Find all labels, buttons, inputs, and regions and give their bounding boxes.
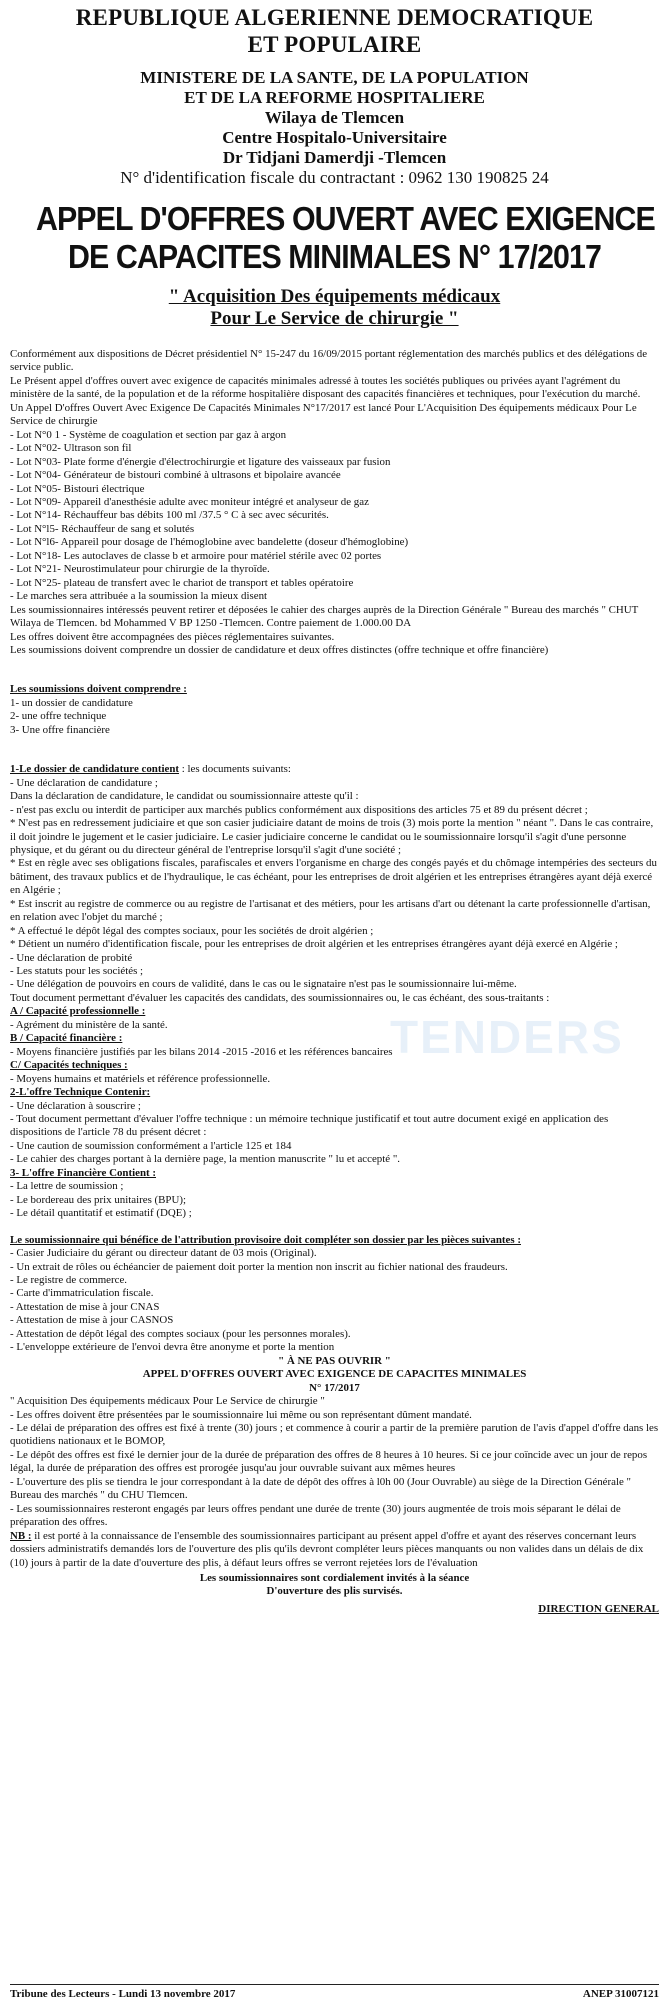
list-item: - Une délégation de pouvoirs en cours de validité, dans le cas ou le signataire n'est pas le soumissionnaire lui-même. [10, 978, 517, 991]
section-heading: B / Capacité financière : [10, 1032, 123, 1045]
list-item: Dans la déclaration de candidature, le candidat ou soumissionnaire atteste qu'il : [10, 790, 359, 803]
lot-item: - Lot N°l5- Réchauffeur de sang et solutés [10, 522, 195, 535]
envelope-mention [10, 1355, 659, 1395]
list-item: 1- un dossier de candidature [10, 696, 133, 709]
list-item: - Les statuts pour les sociétés ; [10, 965, 144, 978]
watermark: TENDERS [390, 1011, 624, 1063]
section-heading: 2-L'offre Technique Contenir: [10, 1086, 151, 1099]
title-line-1: APPEL D'OFFRES OUVERT AVEC EXIGENCE [35, 200, 655, 237]
wilaya: Wilaya de Tlemcen [264, 108, 405, 127]
list-item: 3- Une offre financière [10, 723, 110, 736]
list-item: * Détient un numéro d'identification fiscale, pour les entreprises de droit algérien et les entreprises étrangères ayant déjà exercé en Algérie ; [10, 938, 618, 951]
subtitle-line-1: " Acquisition Des équipements médicaux [168, 286, 501, 307]
list-item: * Est inscrit au registre de commerce ou au registre de l'artisanat et des métiers, pour les artisans d'art ou détenant la carte professionnelle d'artisan, en relation avec l'objet du marché ; [10, 897, 651, 924]
paragraph: Les offres doivent être accompagnées des pièces réglementaires suivantes. [10, 630, 335, 643]
list-item: - Le bordereau des prix unitaires (BPU); [10, 1193, 187, 1206]
list-item: Tout document permettant d'évaluer les capacités des candidats, des soumissionnaires ou, le cas échéant, des sous-traitants : [10, 991, 550, 1004]
lot-item: - Lot N°04- Générateur de bistouri combiné à ultrasons et bipolaire avancée [10, 469, 341, 482]
envelope-line-1: " À NE PAS OUVRIR " [278, 1354, 391, 1367]
lot-item: - Lot N°03- Plate forme d'énergie d'électrochirurgie et ligature des vaisseaux par fusion [10, 455, 391, 468]
lot-item: - Lot N°25- plateau de transfert avec le chariot de transport et tables opératoire [10, 576, 354, 589]
list-item: - Le détail quantitatif et estimatif (DQE) ; [10, 1207, 192, 1220]
lot-item: - Lot N°02- Ultrason son fil [10, 442, 132, 455]
lot-item: - Lot N°14- Réchauffeur bas débits 100 ml /37.5 ° C à sec avec sécurités. [10, 509, 329, 522]
section-heading: 3- L'offre Financière Contient : [10, 1166, 156, 1179]
section-heading: 1-Le dossier de candidature contient [10, 763, 180, 776]
invitation-line-1: Les soumissionnaires sont cordialement invités à la séance [199, 1571, 470, 1584]
ministry-line-2: ET DE LA REFORME HOSPITALIERE [184, 88, 485, 107]
paragraph: Les soumissions doivent comprendre un dossier de candidature et deux offres distinctes (offre technique et offre financière) [10, 643, 549, 656]
list-item: - Attestation de dépôt légal des comptes sociaux (pour les personnes morales). [10, 1327, 351, 1340]
dossier-heading-row [10, 763, 659, 776]
nb-text: il est porté à la connaissance de l'ensemble des soumissionnaires participant au présent appel d'offre et ayant des réserves concernant leurs dossiers administratifs demandés lors de l'ouverture des plis qu'ils devront compléter leurs pièces manquants ou non valides dans un délais de dix (10) jours à partir de la date d'ouverture des plis, à défaut leurs offres se verront rejetées lors de l'évaluation [10, 1529, 644, 1569]
list-item: - La lettre de soumission ; [10, 1180, 124, 1193]
tender-notice [10, 0, 659, 1616]
lot-item: - Lot N°09- Appareil d'anesthésie adulte avec moniteur intégré et analyseur de gaz [10, 495, 369, 508]
list-item: * N'est pas en redressement judiciaire et que son casier judiciaire datant de moins de trois (3) mois porte la mention " néant ". Dans le cas contraire, il doit joindre le jugement et le casier judiciaire. Le casier judiciaire concerne le candidat ou le soumissionnaire lorsqu'il s'agit d'une personne physique, et du gérant ou du directeur général de l'entreprise lorsqu'il s'agit d'une société ; [10, 817, 654, 856]
intro-paragraph: Conformément aux dispositions de Décret présidentiel N° 15-247 du 16/09/2015 portant réglementation des marchés publics et des délégations de service public. [10, 348, 648, 374]
list-item: - Une déclaration de probité [10, 951, 133, 964]
section-heading: Les soumissions doivent comprendre : [10, 683, 187, 696]
title-line-2: DE CAPACITES MINIMALES N° 17/2017 [68, 238, 601, 275]
paragraph: - Le marches sera attribuée a la soumission la mieux disent [10, 590, 268, 603]
ministry-line-1: MINISTERE DE LA SANTE, DE LA POPULATION [140, 68, 529, 87]
envelope-line-2: APPEL D'OFFRES OUVERT AVEC EXIGENCE DE CAPACITES MINIMALES [142, 1368, 527, 1381]
signature: DIRECTION GENERAL [538, 1602, 659, 1615]
paragraph: - Le dépôt des offres est fixé le dernier jour de la durée de préparation des offres de 8 heures à 10 heures. Si ce jour coïncide avec un jour de repos légal, la durée de préparation des offres est prorogée jusqu'au jour ouvrable suivant aux mêmes heures [10, 1448, 648, 1475]
paragraph: " Acquisition Des équipements médicaux Pour Le Service de chirurgie " [10, 1395, 325, 1408]
intro-paragraph: Le Présent appel d'offres ouvert avec exigence de capacités minimales adressé à toutes les sociétés publiques ou privées ayant l'agrément du ministère de la santé, de la population et de la réforme hospitalière disposant des capacités financières et techniques, pour l'exécution du marché. [10, 374, 641, 401]
list-item: - L'enveloppe extérieure de l'envoi devra être anonyme et porte la mention [10, 1341, 335, 1354]
republic-line-1: REPUBLIQUE ALGERIENNE DEMOCRATIQUE [75, 5, 594, 30]
paragraph: - Les offres doivent être présentées par le soumissionnaire lui même ou son représentant dûment mandaté. [10, 1408, 472, 1421]
notice-body [10, 348, 659, 1616]
nb-label: NB : [10, 1529, 32, 1542]
list-item: * Est en règle avec ses obligations fiscales, parafiscales et envers l'organisme en charge des congés payés et du chômage intempéries des secteurs du bâtiment, des travaux publics et de l'hydraulique, le cas échéant, pour les entreprises de droit algérien et les entreprises étrangères ayant déjà exercé en Algérie ; [10, 857, 657, 897]
list-item: - Le registre de commerce. [10, 1274, 128, 1286]
list-item: - Moyens humains et matériels et référence professionnelle. [10, 1072, 271, 1085]
list-item: 2- une offre technique [10, 710, 107, 723]
tender-title [10, 200, 659, 276]
list-item: - Une déclaration à souscrire ; [10, 1099, 141, 1112]
invitation [10, 1572, 659, 1599]
list-item: - Casier Judiciaire du gérant ou directeur datant de 03 mois (Original). [10, 1247, 317, 1260]
anep-reference: ANEP 31007121 [582, 1988, 659, 2000]
section-heading: Le soumissionnaire qui bénéfice de l'attribution provisoire doit compléter son dossier par les pièces suivantes : [10, 1233, 521, 1246]
paragraph: Les soumissionnaires intéressés peuvent retirer et déposées le cahier des charges auprès de la Direction Générale " Bureau des marchés " CHUT Wilaya de Tlemcen. bd Mohammed V BP 1250 -Tlemcen. Contre paiement de 1.000.00 DA [10, 603, 639, 630]
hospital-centre: Centre Hospitalo-Universitaire [222, 128, 447, 147]
section-heading: C/ Capacités techniques : [10, 1059, 128, 1072]
lot-item: - Lot N°0 1 - Système de coagulation et section par gaz à argon [10, 428, 287, 441]
list-item: - Carte d'immatriculation fiscale. [10, 1287, 154, 1300]
footer [10, 1984, 659, 2000]
intro-paragraph: Un Appel D'offres Ouvert Avec Exigence De Capacités Minimales N°17/2017 est lancé Pour L'Acquisition Des équipements médicaux Pour Le Service de chirurgie [10, 401, 637, 428]
paragraph: - Les soumissionnaires resteront engagés par leurs offres pendant une durée de trente (30) jours augmentée de trois mois séparant le délai de préparation des offres. [10, 1502, 621, 1529]
list-item: - Moyens financière justifiés par les bilans 2014 -2015 -2016 et les références bancaires [10, 1045, 393, 1058]
subtitle-line-2: Pour Le Service de chirurgie " [210, 308, 459, 329]
envelope-line-3: N° 17/2017 [309, 1381, 360, 1394]
hospital-name: Dr Tidjani Damerdji -Tlemcen [222, 148, 447, 167]
lot-item: - Lot N°05- Bistouri électrique [10, 482, 145, 495]
list-item: - Le cahier des charges portant à la dernière page, la mention manuscrite " lu et accepté ". [10, 1153, 400, 1166]
section-heading: A / Capacité professionnelle : [10, 1005, 146, 1018]
list-item: - Agrément du ministère de la santé. [10, 1018, 168, 1031]
publication-line: Tribune des Lecteurs - Lundi 13 novembre 2017 [10, 1988, 236, 2000]
list-item: - Un extrait de rôles ou échéancier de paiement doit porter la mention non inscrit au fichier national des fraudeurs. [10, 1260, 508, 1273]
section-heading-tail: : les documents suivants: [179, 763, 291, 776]
republic-line-2: ET POPULAIRE [247, 32, 422, 57]
lot-item: - Lot N°l6- Appareil pour dosage de l'hémoglobine avec bandelette (doseur d'hémoglobine) [10, 536, 409, 549]
lot-item: - Lot N°21- Neurostimulateur pour chirurgie de la thyroïde. [10, 563, 270, 576]
list-item: - Une déclaration de candidature ; [10, 776, 158, 789]
list-item: - Tout document permettant d'évaluer l'offre technique : un mémoire technique justificatif et tout autre document exigé en application des dispositions de l'article 78 du présent décret : [10, 1113, 609, 1139]
list-item: * A effectué le dépôt légal des comptes sociaux, pour les sociétés de droit algérien ; [10, 924, 374, 937]
header [10, 0, 659, 188]
tender-subtitle [10, 286, 659, 330]
lot-item: - Lot N°18- Les autoclaves de classe b et armoire pour matériel stérile avec 02 portes [10, 549, 382, 562]
tax-id: N° d'identification fiscale du contractant : 0962 130 190825 24 [120, 168, 549, 187]
list-item: - Une caution de soumission conformément a l'article 125 et 184 [10, 1139, 292, 1152]
paragraph: - L'ouverture des plis se tiendra le jour correspondant à la date de dépôt des offres à l0h 00 (Jour Ouvrable) au siège de la Direction Générale " Bureau des marchés " du CHU Tlemcen. [10, 1475, 631, 1502]
list-item: - n'est pas exclu ou interdit de participer aux marchés publics conformément aux dispositions des articles 75 et 89 du présent décret ; [10, 803, 588, 816]
list-item: - Attestation de mise à jour CASNOS [10, 1314, 174, 1327]
paragraph: - Le délai de préparation des offres est fixé à trente (30) jours ; et commence à courir a partir de la première parution de l'avis d'appel d'offre dans les quotidiens nationaux et le BOMOP, [10, 1421, 659, 1448]
nb-note [10, 1530, 659, 1570]
list-item: - Attestation de mise à jour CNAS [10, 1300, 160, 1313]
invitation-line-2: D'ouverture des plis survisés. [266, 1585, 403, 1598]
